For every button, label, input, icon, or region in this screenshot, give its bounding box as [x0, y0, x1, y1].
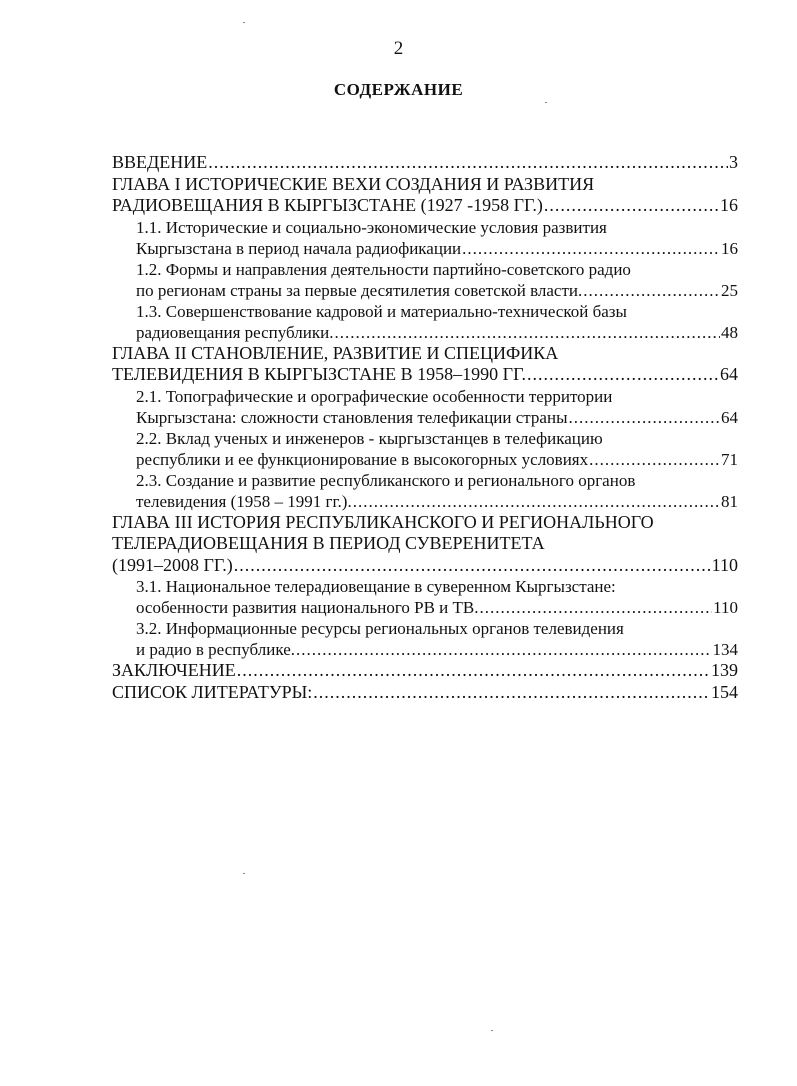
toc-page-number: 64 — [721, 407, 738, 427]
toc-entry-text: радиовещания республики. — [136, 322, 334, 342]
toc-page-number: 110 — [711, 554, 738, 575]
scan-speck — [243, 873, 245, 874]
toc-page-number: 154 — [711, 681, 738, 702]
toc-entry-text: 2.3. Создание и развитие республиканского и регионального органов — [136, 470, 636, 490]
toc-page-number: 48 — [721, 322, 738, 342]
toc-entry — [112, 470, 738, 512]
toc-entry-text: ГЛАВА II СТАНОВЛЕНИЕ, РАЗВИТИЕ И СПЕЦИФИКА — [112, 342, 559, 363]
dot-leader — [208, 152, 728, 174]
toc-entry-text: телевидения (1958 – 1991 гг.). — [136, 491, 352, 511]
dot-leader — [544, 195, 719, 217]
toc-entry-text: ТЕЛЕРАДИОВЕЩАНИЯ В ПЕРИОД СУВЕРЕНИТЕТА — [112, 533, 545, 553]
toc-page-number: 134 — [712, 640, 738, 659]
toc-entry — [112, 152, 738, 174]
dot-leader — [234, 555, 711, 577]
scan-speck — [243, 22, 245, 23]
toc-entry-text: ЗАКЛЮЧЕНИЕ — [112, 660, 236, 680]
toc-entry-text: ГЛАВА I ИСТОРИЧЕСКИЕ ВЕХИ СОЗДАНИЯ И РАЗВИТИЯ — [112, 173, 595, 194]
toc-entry-text: (1991–2008 ГГ.) — [112, 554, 233, 575]
toc-entry-text: 1.3. Совершенствование кадровой и материально-технической базы — [136, 301, 627, 321]
dot-leader — [313, 682, 710, 704]
toc-page-number: 25 — [721, 280, 738, 300]
toc-entry — [112, 428, 738, 470]
toc-entry — [112, 259, 738, 301]
scan-speck — [545, 102, 547, 103]
toc-entry-text: ТЕЛЕВИДЕНИЯ В КЫРГЫЗСТАНЕ В 1958–1990 ГГ. — [112, 364, 526, 384]
dot-leader — [334, 322, 720, 343]
dot-leader — [462, 238, 720, 259]
toc-entry-text: 2.2. Вклад ученых и инженеров - кыргызстанцев в телефикацию — [136, 428, 603, 448]
toc-page-number: 3 — [729, 152, 738, 172]
toc-entry-text: по регионам страны за первые десятилетия советской власти. — [136, 280, 583, 300]
toc-entry-text: и радио в республике. — [136, 640, 295, 659]
toc-entry-text: республики и ее функционирование в высокогорных условиях — [136, 449, 589, 469]
toc-page-number: 64 — [720, 364, 738, 384]
toc-page-number: 16 — [720, 195, 738, 215]
toc-entry-text: ГЛАВА III ИСТОРИЯ РЕСПУБЛИКАНСКОГО И РЕГИОНАЛЬНОГО — [112, 511, 654, 532]
dot-leader — [569, 407, 721, 428]
dot-leader — [589, 449, 720, 470]
toc-entry — [112, 682, 738, 704]
toc-entry-text: 2.1. Топографические и орографические особенности территории — [136, 386, 613, 406]
toc-page-number: 81 — [721, 491, 738, 511]
toc-entry-text: особенности развития национального РВ и ТВ. — [136, 598, 479, 617]
toc-entry — [112, 301, 738, 343]
toc-entry — [112, 660, 738, 682]
toc-page-number: 139 — [711, 660, 738, 680]
dot-leader — [353, 491, 720, 512]
toc-entry-text: 1.1. Исторические и социально-экономические условия развития — [136, 217, 607, 237]
toc-entry-text: Кыргызстана в период начала радиофикации — [136, 238, 462, 258]
table-of-contents — [112, 152, 738, 703]
toc-entry-text: РАДИОВЕЩАНИЯ В КЫРГЫЗСТАНЕ (1927 -1958 ГГ.) — [112, 195, 543, 215]
toc-entry-text: Кыргызстана: сложности становления телефикации страны — [136, 407, 568, 427]
dot-leader — [527, 364, 719, 386]
toc-entry-text: 3.1. Национальное телерадиовещание в суверенном Кыргызстане: — [136, 577, 616, 596]
toc-entry-text: 1.2. Формы и направления деятельности партийно-советского радио — [136, 259, 631, 279]
page-number: 2 — [393, 38, 404, 59]
toc-entry — [112, 576, 738, 618]
page-title: СОДЕРЖАНИЕ — [333, 80, 464, 99]
dot-leader — [480, 597, 713, 618]
toc-entry-text: ВВЕДЕНИЕ — [112, 152, 208, 172]
toc-entry — [112, 174, 738, 217]
toc-entry — [112, 512, 738, 577]
toc-entry-text: 3.2. Информационные ресурсы региональных органов телевидения — [136, 619, 624, 638]
dot-leader — [237, 660, 710, 682]
dot-leader — [296, 639, 712, 660]
toc-page-number: 71 — [721, 449, 738, 469]
toc-entry — [112, 343, 738, 386]
toc-page-number: 16 — [721, 238, 738, 258]
scan-speck — [491, 1030, 493, 1031]
dot-leader — [583, 280, 720, 301]
toc-entry — [112, 386, 738, 428]
toc-entry-text: СПИСОК ЛИТЕРАТУРЫ: — [112, 681, 313, 702]
toc-entry — [112, 618, 738, 660]
toc-page-number: 110 — [713, 598, 738, 617]
toc-entry — [112, 217, 738, 259]
